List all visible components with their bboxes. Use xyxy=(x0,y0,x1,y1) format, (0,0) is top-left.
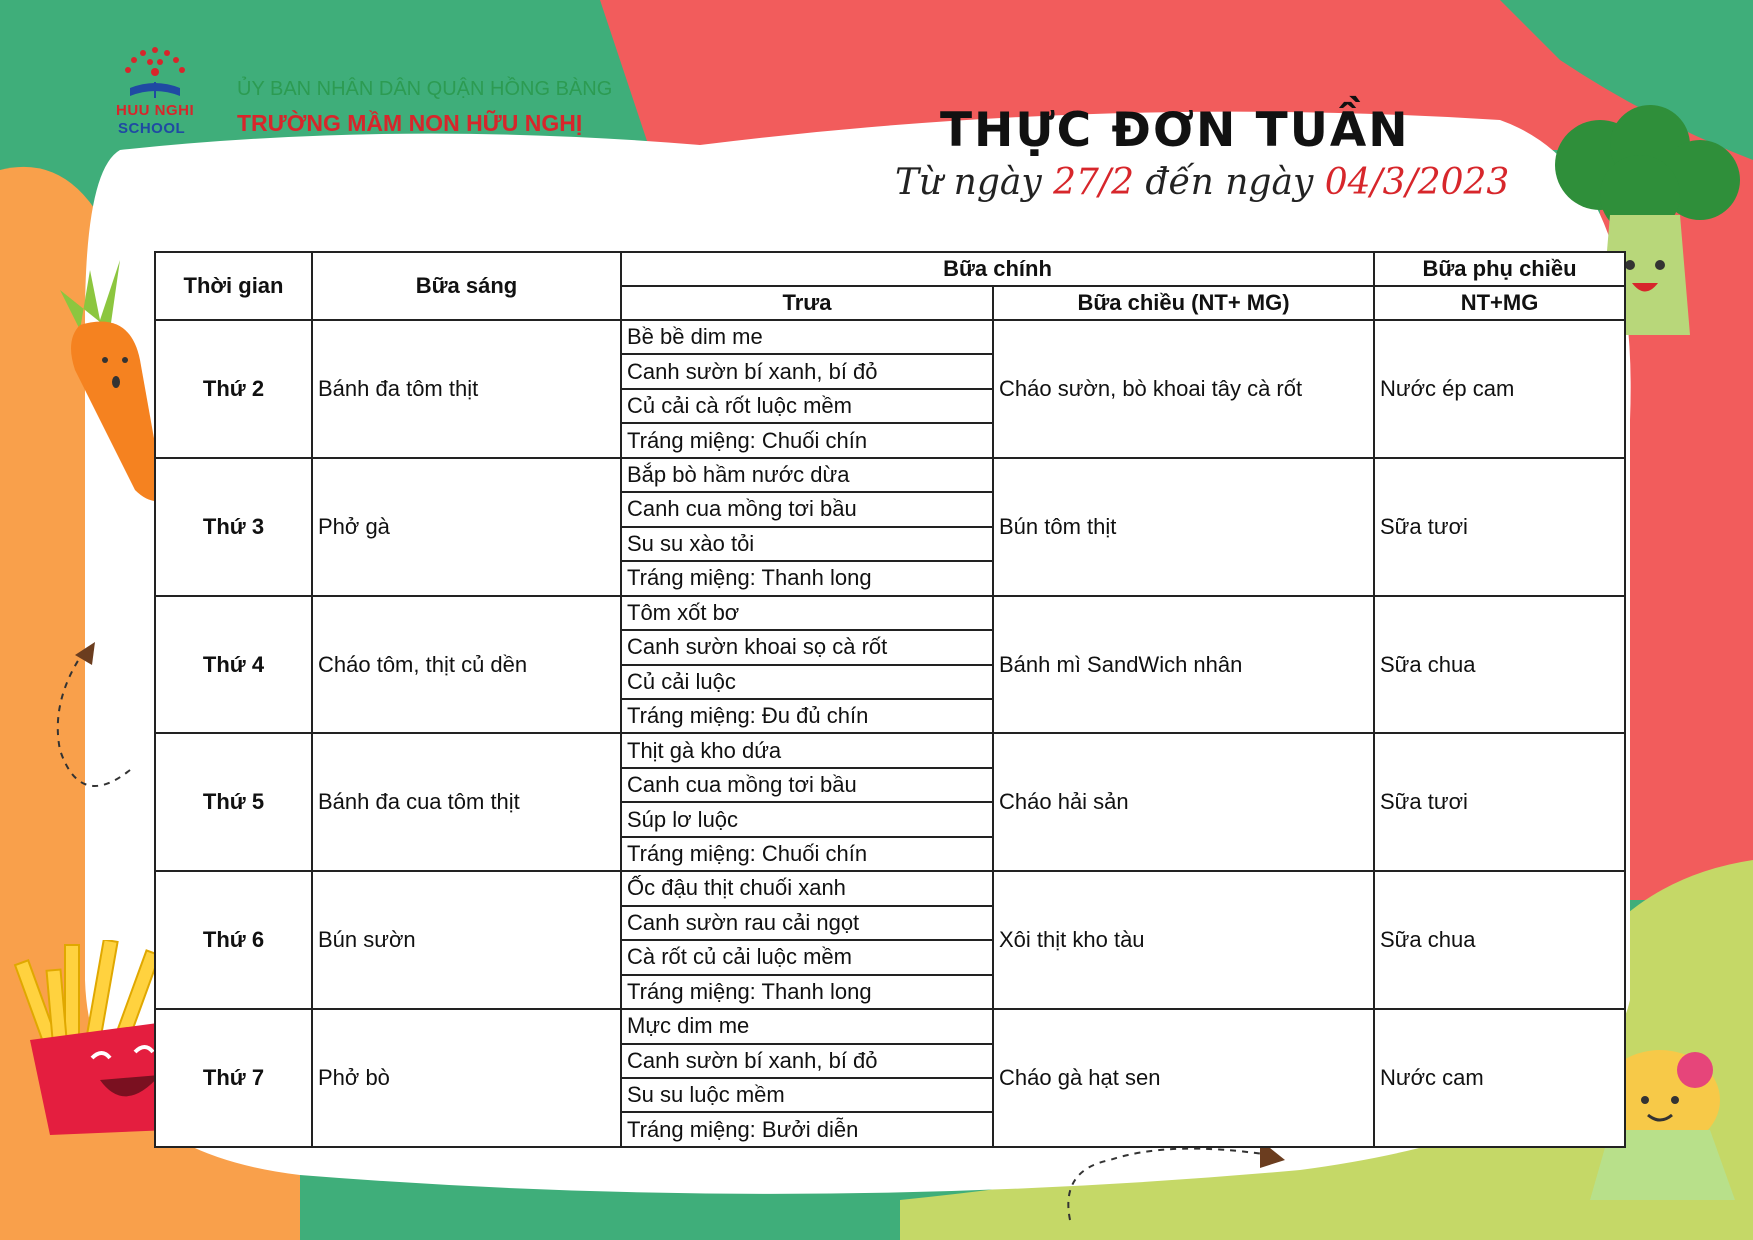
afternoon-cell: Cháo hải sản xyxy=(993,733,1374,871)
lunch-item-cell: Củ cải cà rốt luộc mềm xyxy=(621,389,993,423)
table-row xyxy=(155,458,1625,492)
logo-text-line1: HUU NGHI xyxy=(116,102,195,119)
from-label: Từ ngày xyxy=(895,162,1042,203)
lunch-item-cell: Canh sườn khoai sọ cà rốt xyxy=(621,630,993,664)
lunch-item-cell: Su su luộc mềm xyxy=(621,1078,993,1112)
lunch-item-cell: Tôm xốt bơ xyxy=(621,596,993,630)
afternoon-cell: Bánh mì SandWich nhân xyxy=(993,596,1374,734)
afternoon-cell: Xôi thịt kho tàu xyxy=(993,871,1374,1009)
snack-cell: Nước cam xyxy=(1374,1009,1625,1147)
org-name: ỦY BAN NHÂN DÂN QUẬN HỒNG BÀNG xyxy=(237,78,613,100)
lunch-item-cell: Cà rốt củ cải luộc mềm xyxy=(621,940,993,974)
day-cell: Thứ 7 xyxy=(155,1009,312,1147)
lunch-item-cell: Tráng miệng: Bưởi diễn xyxy=(621,1112,993,1147)
school-name: TRƯỜNG MẦM NON HỮU NGHỊ xyxy=(237,110,583,136)
table-row xyxy=(155,871,1625,905)
weekly-menu-table xyxy=(154,251,1626,1148)
lunch-item-cell: Canh cua mồng tơi bầu xyxy=(621,768,993,802)
lunch-item-cell: Canh cua mồng tơi bầu xyxy=(621,492,993,526)
to-date: 04/3/2023 xyxy=(1324,162,1510,203)
lunch-item-cell: Tráng miệng: Thanh long xyxy=(621,561,993,595)
header-snack: Bữa phụ chiều xyxy=(1374,252,1625,286)
snack-cell: Sữa tươi xyxy=(1374,733,1625,871)
header-lunch: Trưa xyxy=(621,286,993,320)
header-main-meal: Bữa chính xyxy=(621,252,1374,286)
menu-body xyxy=(155,320,1625,1147)
carrot-icon xyxy=(20,250,170,510)
lunch-item-cell: Thịt gà kho dứa xyxy=(621,733,993,767)
snack-cell: Sữa tươi xyxy=(1374,458,1625,596)
day-cell: Thứ 4 xyxy=(155,596,312,734)
afternoon-cell: Bún tôm thịt xyxy=(993,458,1374,596)
lunch-item-cell: Ốc đậu thịt chuối xanh xyxy=(621,871,993,905)
lunch-item-cell: Canh sườn bí xanh, bí đỏ xyxy=(621,354,993,388)
day-cell: Thứ 6 xyxy=(155,871,312,1009)
lunch-item-cell: Tráng miệng: Thanh long xyxy=(621,975,993,1009)
lunch-item-cell: Tráng miệng: Chuối chín xyxy=(621,423,993,457)
day-cell: Thứ 2 xyxy=(155,320,312,458)
breakfast-cell: Cháo tôm, thịt củ dền xyxy=(312,596,621,734)
afternoon-cell: Cháo sườn, bò khoai tây cà rốt xyxy=(993,320,1374,458)
from-date: 27/2 xyxy=(1053,162,1134,203)
afternoon-cell: Cháo gà hạt sen xyxy=(993,1009,1374,1147)
lunch-item-cell: Tráng miệng: Chuối chín xyxy=(621,837,993,871)
page-title: THỰC ĐƠN TUẦN xyxy=(940,103,1410,158)
breakfast-cell: Bún sườn xyxy=(312,871,621,1009)
snack-cell: Nước ép cam xyxy=(1374,320,1625,458)
table-row xyxy=(155,596,1625,630)
logo-text-line2: SCHOOL xyxy=(118,120,186,137)
day-cell: Thứ 3 xyxy=(155,458,312,596)
header-snack-sub: NT+MG xyxy=(1374,286,1625,320)
lunch-item-cell: Mực dim me xyxy=(621,1009,993,1043)
lunch-item-cell: Tráng miệng: Đu đủ chín xyxy=(621,699,993,733)
lunch-item-cell: Canh sườn rau cải ngọt xyxy=(621,906,993,940)
header-row xyxy=(155,252,1625,286)
lunch-item-cell: Canh sườn bí xanh, bí đỏ xyxy=(621,1044,993,1078)
snack-cell: Sữa chua xyxy=(1374,871,1625,1009)
header-afternoon: Bữa chiều (NT+ MG) xyxy=(993,286,1374,320)
dashed-arrow-icon xyxy=(40,630,150,830)
header-breakfast: Bữa sáng xyxy=(312,252,621,320)
lunch-item-cell: Bắp bò hầm nước dừa xyxy=(621,458,993,492)
lunch-item-cell: Su su xào tỏi xyxy=(621,527,993,561)
lunch-item-cell: Củ cải luộc xyxy=(621,665,993,699)
table-row xyxy=(155,733,1625,767)
header-time: Thời gian xyxy=(155,252,312,320)
breakfast-cell: Bánh đa tôm thịt xyxy=(312,320,621,458)
breakfast-cell: Phở gà xyxy=(312,458,621,596)
lunch-item-cell: Súp lơ luộc xyxy=(621,802,993,836)
table-row xyxy=(155,320,1625,354)
to-label: đến ngày xyxy=(1145,162,1314,203)
table-row xyxy=(155,1009,1625,1043)
date-range xyxy=(895,162,1509,203)
breakfast-cell: Bánh đa cua tôm thịt xyxy=(312,733,621,871)
lunch-item-cell: Bề bề dim me xyxy=(621,320,993,354)
day-cell: Thứ 5 xyxy=(155,733,312,871)
snack-cell: Sữa chua xyxy=(1374,596,1625,734)
breakfast-cell: Phở bò xyxy=(312,1009,621,1147)
